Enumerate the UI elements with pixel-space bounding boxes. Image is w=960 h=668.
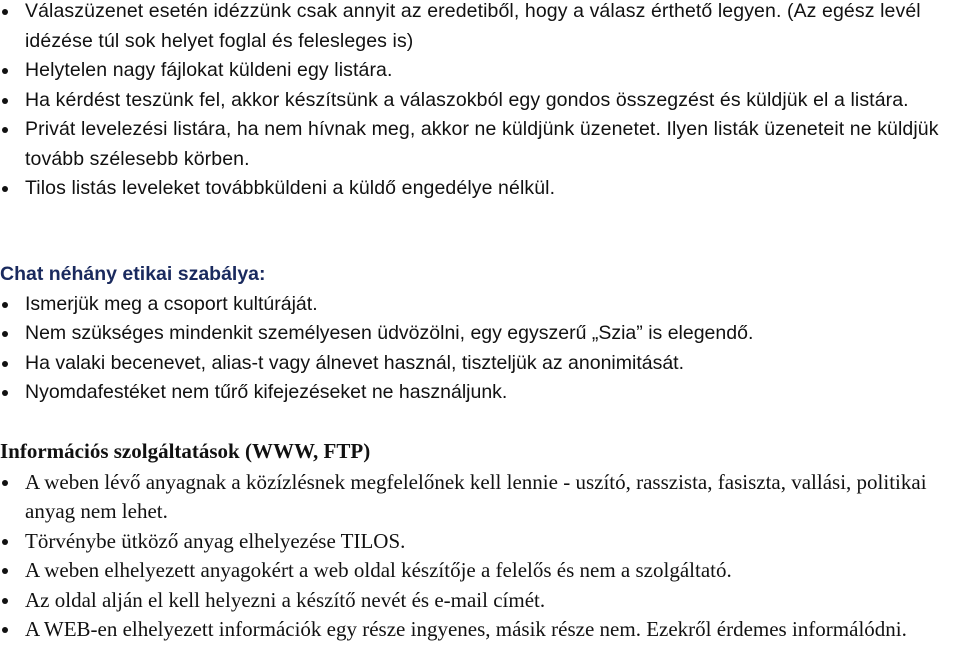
list-item [0, 378, 958, 408]
bullet-icon [2, 127, 8, 133]
list-item-text: Ha valaki becenevet, alias-t vagy álnevet használ, tiszteljük az anonimitását. [25, 351, 685, 374]
bullet-icon [2, 598, 8, 604]
bullet-icon [2, 9, 8, 15]
chat-section-title: Chat néhány etikai szabálya: [0, 263, 266, 285]
list-item-text: Törvénybe ütköző anyag elhelyezése TILOS. [25, 528, 406, 553]
list-item [0, 0, 958, 56]
bullet-icon [2, 390, 8, 396]
bullet-icon [2, 186, 8, 192]
list-item-text: A weben lévő anyagnak a közízlésnek megfelelőnek kell lennie - uszító, rasszista, fasiszta, vallási, politikai anyag nem lehet. [25, 469, 927, 523]
bullet-icon [2, 302, 8, 308]
www-rules-section [0, 437, 958, 645]
bullet-icon [2, 331, 8, 337]
chat-rules-list [0, 290, 958, 408]
list-item [0, 174, 958, 204]
list-item [0, 349, 958, 379]
bullet-icon [2, 568, 8, 574]
bullet-icon [2, 627, 8, 633]
list-item [0, 56, 958, 86]
list-item [0, 615, 958, 645]
list-item-text: Privát levelezési listára, ha nem hívnak meg, akkor ne küldjünk üzenetet. Ilyen listák üzeneteit ne küldjük tovább szélesebb körben. [25, 118, 939, 170]
bullet-icon [2, 68, 8, 74]
list-item-text: Válaszüzenet esetén idézzünk csak annyit az eredetiből, hogy a válasz érthető legyen. (Az egész levél idézése túl sok helyet foglal és felesleges is) [25, 0, 921, 52]
list-item-text: Nyomdafestéket nem tűrő kifejezéseket ne használjunk. [25, 381, 508, 403]
www-rules-list [0, 468, 958, 645]
list-item [0, 586, 958, 616]
email-rules-section [0, 0, 958, 204]
list-item [0, 86, 958, 116]
list-item-text: Nem szükséges mindenkit személyesen üdvözölni, egy egyszerű „Szia” is elegendő. [25, 322, 754, 344]
list-item-text: Ismerjük meg a csoport kultúráját. [25, 292, 318, 315]
list-item-text: Helytelen nagy fájlokat küldeni egy listára. [25, 59, 393, 81]
list-item [0, 468, 958, 527]
bullet-icon [2, 539, 8, 545]
list-item [0, 115, 958, 174]
list-item [0, 556, 958, 586]
www-section-title: Információs szolgáltatások (WWW, FTP) [0, 439, 371, 463]
bullet-icon [2, 480, 8, 486]
bullet-icon [2, 361, 8, 367]
list-item [0, 527, 958, 557]
list-item [0, 290, 958, 320]
list-item [0, 319, 958, 349]
list-item-text: Az oldal alján el kell helyezni a készítő nevét és e-mail címét. [25, 587, 546, 612]
chat-rules-section [0, 260, 958, 408]
list-item-text: A WEB-en elhelyezett információk egy része ingyenes, másik része nem. Ezekről érdemes informálódni. [25, 617, 907, 641]
email-rules-list [0, 0, 958, 204]
list-item-text: Ha kérdést teszünk fel, akkor készítsünk a válaszokból egy gondos összegzést és küldjük el a listára. [25, 88, 909, 111]
bullet-icon [2, 98, 8, 104]
list-item-text: Tilos listás leveleket továbbküldeni a küldő engedélye nélkül. [25, 177, 556, 199]
list-item-text: A weben elhelyezett anyagokért a web oldal készítője a felelős és nem a szolgáltató. [25, 558, 732, 582]
